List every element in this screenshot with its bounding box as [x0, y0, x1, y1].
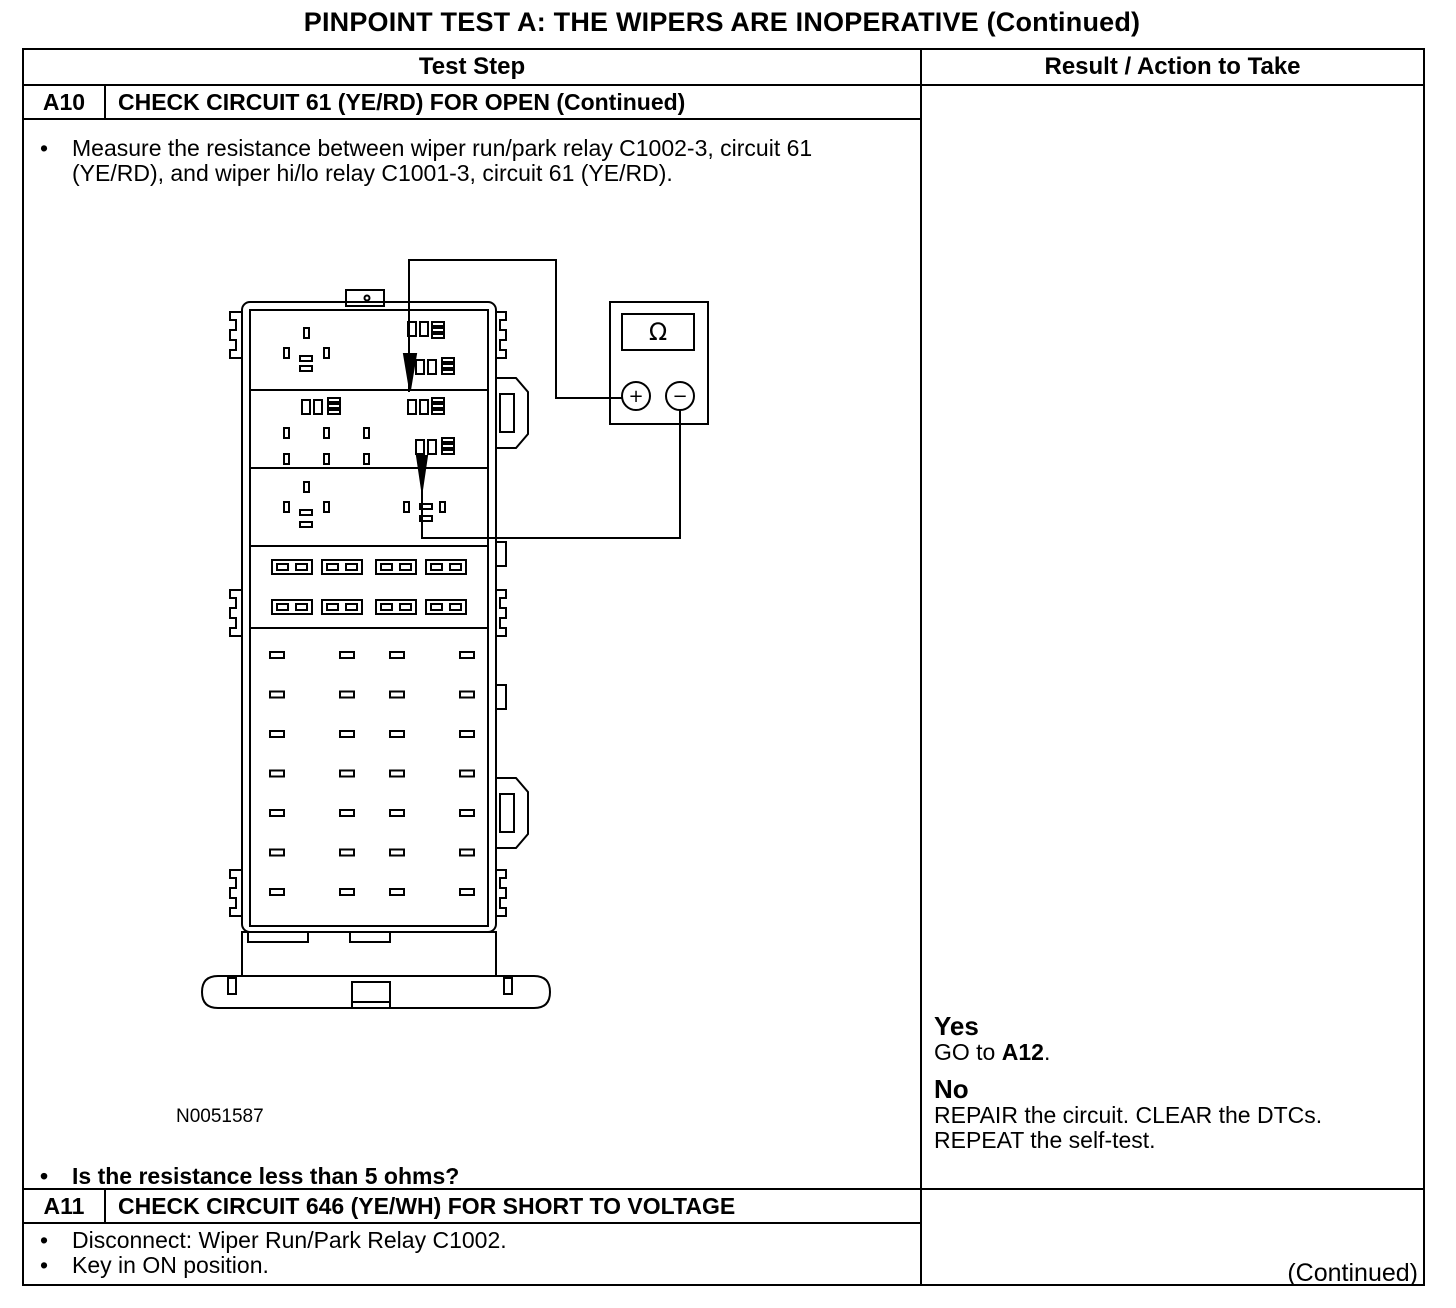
ohm-symbol: Ω: [648, 318, 668, 346]
continued-footer: (Continued): [1287, 1259, 1418, 1287]
step-a10-result-cell: [921, 85, 1424, 1189]
test-step-header: Test Step: [23, 49, 921, 85]
instruction-item: • Disconnect: Wiper Run/Park Relay C1002.: [40, 1227, 507, 1253]
step-a10-heading-row: [23, 85, 1424, 119]
step-a11-heading-row: [23, 1189, 1424, 1223]
no-label: No: [934, 1074, 969, 1104]
pinpoint-test-table: [22, 48, 1425, 1286]
step-a10-body: [23, 119, 921, 1189]
meter-minus-terminal: −: [672, 386, 688, 407]
meter-plus-terminal: +: [628, 386, 644, 407]
page-title: PINPOINT TEST A: THE WIPERS ARE INOPERATIVE (Continued): [303, 7, 1141, 37]
no-action-line-1: REPAIR the circuit. CLEAR the DTCs.: [934, 1102, 1323, 1128]
yes-action: GO to A12.: [934, 1039, 1051, 1065]
question-item: • Is the resistance less than 5 ohms?: [40, 1163, 460, 1189]
instruction-text: Measure the resistance between wiper run/park relay C1002-3, circuit 61 (YE/RD), and wiper hi/lo relay C1001-3, circuit 61 (YE/RD).: [72, 135, 813, 186]
instruction-text: Key in ON position.: [72, 1252, 269, 1278]
step-heading: CHECK CIRCUIT 646 (YE/WH) FOR SHORT TO VOLTAGE: [105, 1189, 921, 1223]
figure-id: N0051587: [176, 1106, 264, 1127]
step-heading: CHECK CIRCUIT 61 (YE/RD) FOR OPEN (Continued): [105, 85, 921, 119]
yes-label: Yes: [934, 1011, 979, 1041]
step-id: A10: [23, 85, 105, 119]
step-a11-body: [23, 1223, 921, 1285]
fuse-box-diagram: [124, 260, 688, 1040]
result-action-header: Result / Action to Take: [921, 49, 1424, 85]
yes-target-link[interactable]: A12: [1001, 1039, 1044, 1065]
question-text: Is the resistance less than 5 ohms?: [72, 1163, 460, 1189]
fuse-box-figure: [124, 260, 688, 1130]
table-header-row: [23, 49, 1424, 85]
no-action-line-2: REPEAT the self-test.: [934, 1127, 1156, 1153]
instruction-text: Disconnect: Wiper Run/Park Relay C1002.: [72, 1227, 507, 1253]
step-id: A11: [23, 1189, 105, 1223]
instruction-item: • Key in ON position.: [40, 1252, 269, 1278]
instruction-item: • Measure the resistance between wiper run/park relay C1002-3, circuit 61 (YE/RD), and wiper hi/lo relay C1001-3, circuit 61 (YE/RD).: [40, 135, 813, 186]
